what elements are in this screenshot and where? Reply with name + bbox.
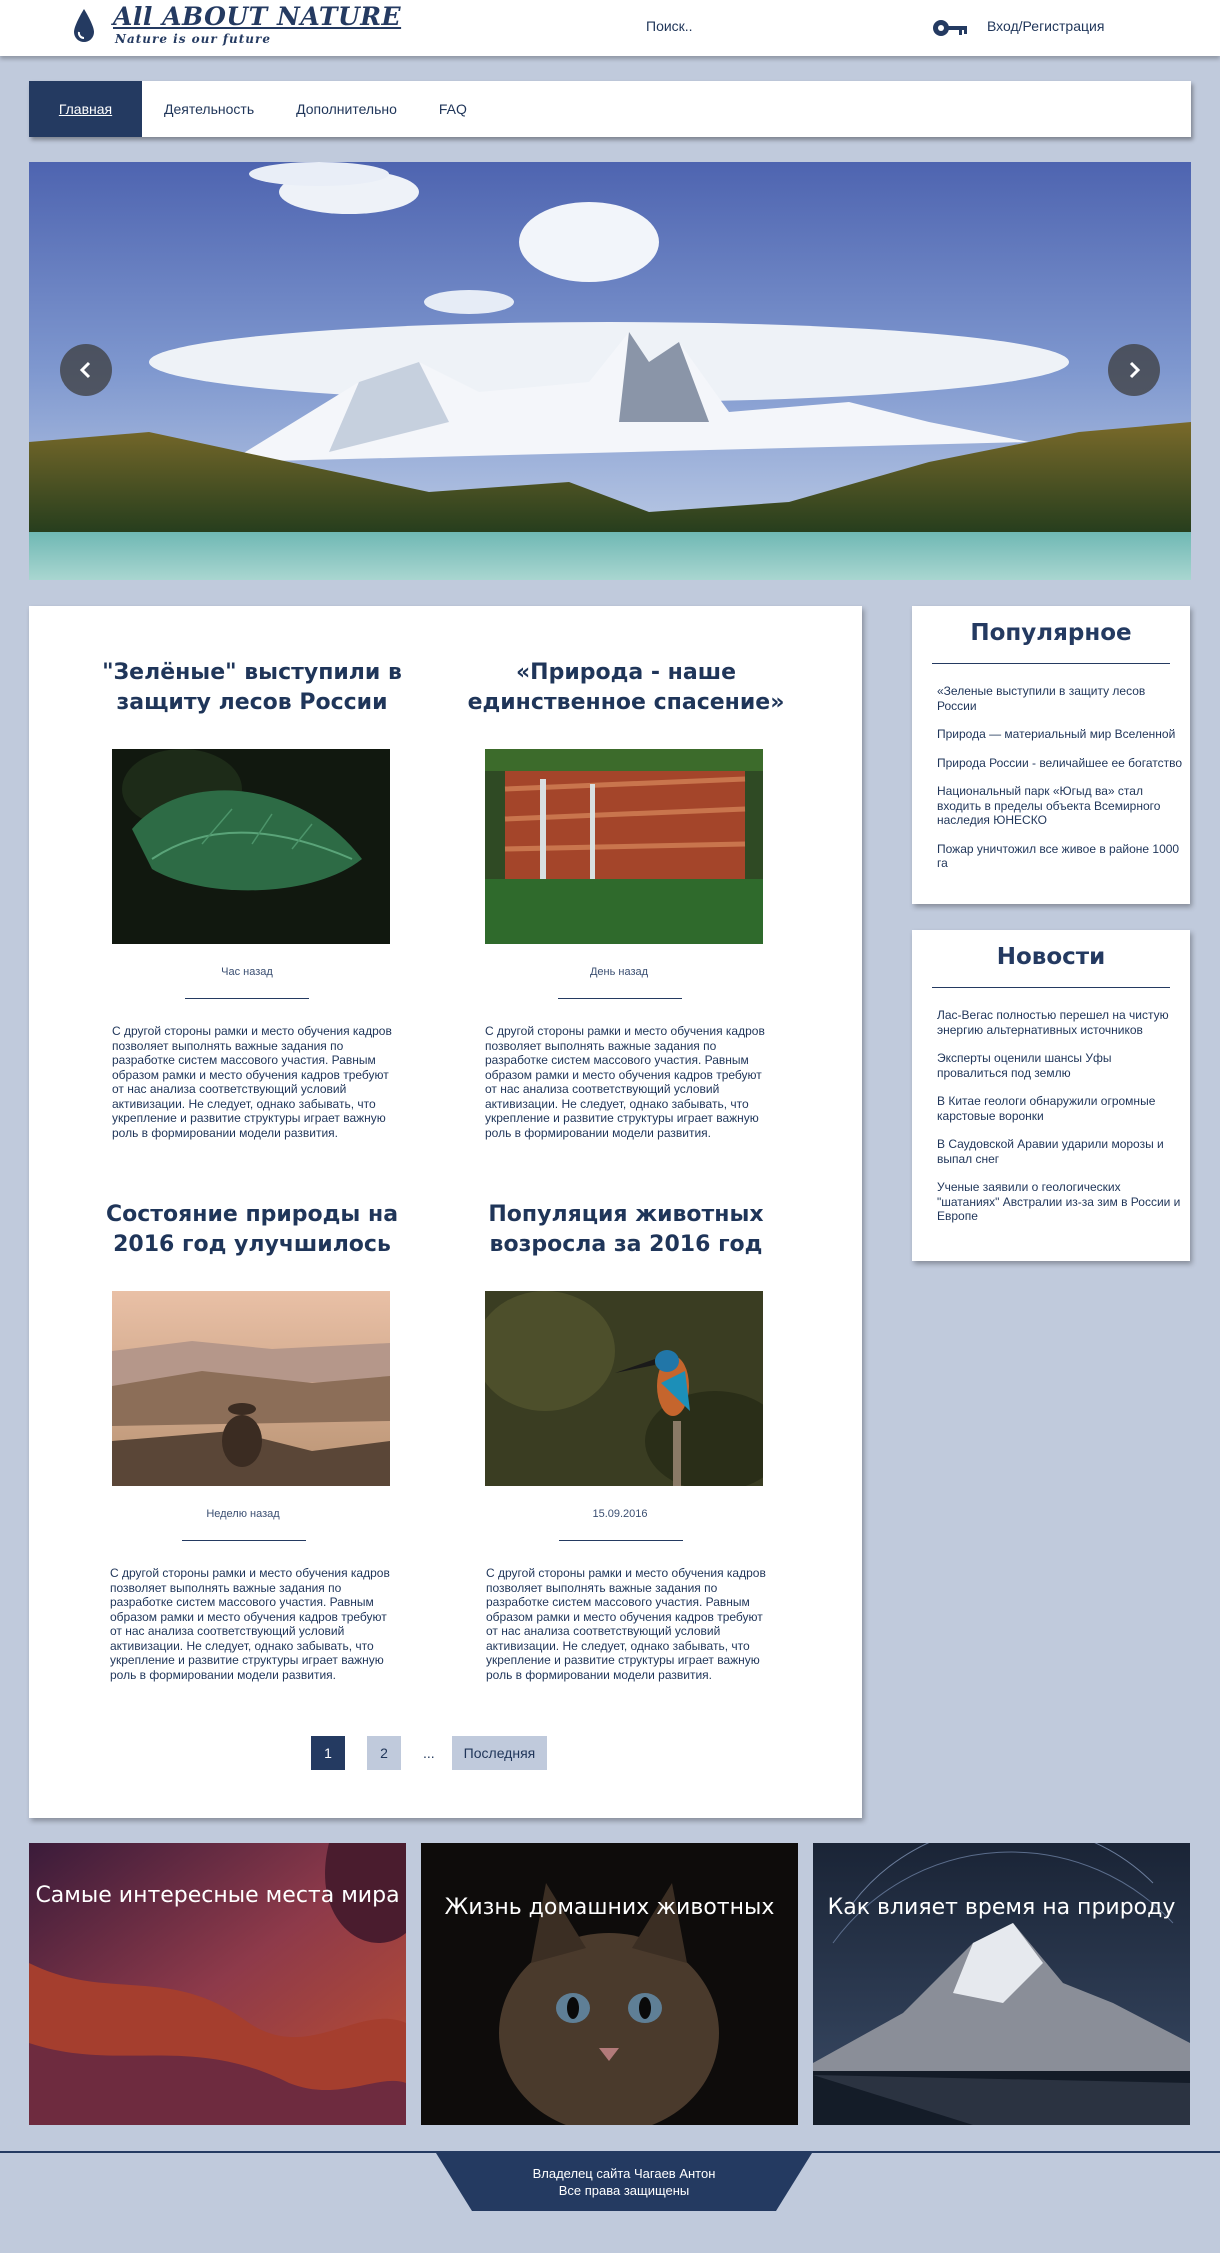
popular-box [912,606,1190,904]
night-mountain-image [813,1843,1190,2125]
chevron-left-icon [76,360,96,380]
hero-slider[interactable] [29,162,1191,580]
nav-item-activity[interactable]: Деятельность [164,101,255,117]
search-input[interactable] [646,18,846,34]
nav-item-additional[interactable]: Дополнительно [296,101,397,117]
article-divider [185,998,309,999]
article-title[interactable]: Популяция животных возросла за 2016 год [488,1202,764,1257]
news-item[interactable]: Ученые заявили о геологических "шатаниях" Австралии из-за зим в России и Европе [937,1180,1181,1223]
last-page-button[interactable]: Последняя [452,1736,548,1770]
site-footer [0,2151,1220,2253]
article-text: С другой стороны рамки и место обучения кадров позволяет выполнять важные задания по разработке систем массового участия. Равным образом рамки и место обучения кадров требуют от нас анализа соответствующий условий активизации. Не следует, однако забывать, что укрепление и развитие структуры играет важную роль в формировании модели развития. [110,1566,390,1682]
articles-panel [29,606,862,1818]
article-text: С другой стороны рамки и место обучения кадров позволяет выполнять важные задания по разработке систем массового участия. Равным образом рамки и место обучения кадров требуют от нас анализа соответствующий условий активизации. Не следует, однако забывать, что укрепление и развитие структуры играет важную роль в формировании модели развития. [485,1024,765,1140]
page-1-button[interactable]: 1 [311,1736,345,1770]
tile-time-nature[interactable] [813,1843,1190,2125]
article-divider [559,1540,683,1541]
article-divider [558,998,682,999]
hero-image-mountains [29,162,1191,580]
news-title: Новости [996,944,1106,970]
tile-label: Самые интересные места мира [35,1883,400,1908]
article-date: 15.09.2016 [592,1508,648,1520]
article-card[interactable] [92,658,412,718]
popular-item[interactable]: «Зеленые выступили в защиту лесов России [937,684,1146,713]
footer-text [436,2165,812,2199]
slider-prev-button[interactable] [60,344,112,396]
popular-divider [932,663,1170,664]
article-date: Час назад [221,966,273,978]
main-nav [29,81,1191,137]
popular-item[interactable]: Природа — материальный мир Вселенной [937,727,1176,741]
popular-list [912,684,1190,871]
footer-rights: Все права защищены [558,2183,690,2198]
popular-item[interactable]: Природа России - величайшее ее богатство [937,755,1182,770]
cat-image [421,1843,798,2125]
login-link[interactable]: Вход/Регистрация [987,18,1105,34]
nav-item-faq[interactable]: FAQ [438,101,467,117]
page-2-button[interactable]: 2 [367,1736,401,1770]
article-text: С другой стороны рамки и место обучения кадров позволяет выполнять важные задания по разработке систем массового участия. Равным образом рамки и место обучения кадров требуют от нас анализа соответствующий условий активизации. Не следует, однако забывать, что укрепление и развитие структуры играет важную роль в формировании модели развития. [486,1566,766,1682]
article-card[interactable] [92,1200,412,1260]
footer-owner: Владелец сайта Чагаев Антон [532,2166,716,2181]
article-image-waterfall[interactable] [485,749,763,944]
article-title[interactable]: "Зелёные" выступили в защиту лесов России [102,660,402,715]
news-item[interactable]: Эксперты оценили шансы Уфы провалиться под землю [937,1051,1112,1080]
water-drop-icon [72,8,96,44]
news-divider [932,987,1170,988]
news-item[interactable]: В Китае геологи обнаружили огромные карстовые воронки [937,1094,1156,1123]
news-box [912,930,1190,1261]
slider-next-button[interactable] [1108,344,1160,396]
article-date: Неделю назад [206,1508,280,1520]
article-card[interactable] [466,1200,786,1260]
article-title[interactable]: Состояние природы на 2016 год улучшилось [105,1202,399,1257]
nav-item-home[interactable]: Главная [29,81,142,137]
news-item[interactable]: Лас-Вегас полностью перешел на чистую энергию альтернативных источников [937,1008,1169,1037]
tile-interesting-places[interactable] [29,1843,406,2125]
tile-label: Как влияет время на природу [827,1895,1176,1920]
news-list [912,1008,1190,1224]
site-header [0,0,1220,56]
article-image-kingfisher[interactable] [485,1291,763,1486]
article-card[interactable] [466,658,786,718]
article-title[interactable]: «Природа - наше единственное спасение» [467,660,785,715]
logo-subtitle: Nature is our future [115,32,271,46]
news-item[interactable]: В Саудовской Аравии ударили морозы и выпал снег [937,1137,1164,1166]
popular-item[interactable]: Пожар уничтожил все живое в районе 1000 га [937,841,1180,870]
article-image-leaf[interactable] [112,749,390,944]
article-text: С другой стороны рамки и место обучения кадров позволяет выполнять важные задания по разработке систем массового участия. Равным образом рамки и место обучения кадров требуют от нас анализа соответствующий условий активизации. Не следует, однако забывать, что укрепление и развитие структуры играет важную роль в формировании модели развития. [112,1024,392,1140]
article-divider [182,1540,306,1541]
article-image-traveler[interactable] [112,1291,390,1486]
logo-title[interactable]: All ABOUT NATURE [113,2,402,31]
popular-title: Популярное [970,620,1132,646]
popular-item[interactable]: Национальный парк «Югыд ва» стал входить в пределы объекта Всемирного наследия ЮНЕСКО [937,784,1161,827]
pagination [311,1736,547,1770]
article-date: День назад [589,966,649,978]
tile-pets-life[interactable] [421,1843,798,2125]
chevron-right-icon [1124,360,1144,380]
tile-label: Жизнь домашних животных [444,1895,775,1920]
pagination-ellipsis: ... [423,1745,435,1761]
key-icon[interactable] [932,18,968,38]
